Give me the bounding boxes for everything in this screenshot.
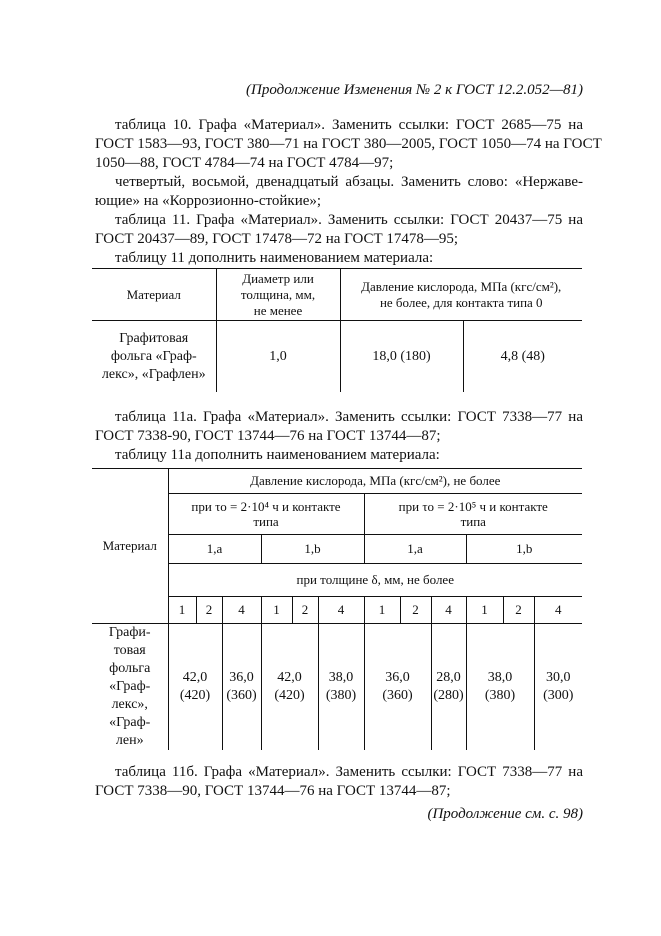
text-line: таблицу 11 дополнить наименованием материала:: [115, 250, 434, 266]
thickness-cell: 1: [466, 597, 503, 624]
text-line: таблица 11б. Графа «Материал». Заменить ссылки: ГОСТ 7338—77 на: [115, 764, 583, 780]
text-line: ГОСТ 20437—89, ГОСТ 17478—72 на ГОСТ 17478—95;: [95, 231, 459, 247]
thickness-cell: 2: [196, 597, 222, 624]
paragraph-1: [95, 116, 602, 268]
text-line: ГОСТ 7338—90, ГОСТ 13744—76 на ГОСТ 13744—87;: [95, 783, 451, 799]
thickness-cell: 4: [222, 597, 261, 624]
value-cell: 42,0 (420): [261, 624, 318, 751]
value-cell: 42,0 (420): [168, 624, 222, 751]
header-pressure: Давление кислорода, МПа (кгс/см²), не более: [168, 469, 582, 494]
text-line: таблицу 11а дополнить наименованием материала:: [115, 447, 440, 463]
thickness-cell: 4: [534, 597, 582, 624]
text-line: таблица 11. Графа «Материал». Заменить ссылки: ГОСТ 20437—75 на: [115, 212, 583, 228]
thickness-cell: 1: [168, 597, 196, 624]
table-cell: 18,0 (180): [340, 321, 463, 393]
value-cell: 30,0 (300): [534, 624, 582, 751]
text-line: ющие» на «Коррозионно-стойкие»;: [95, 193, 322, 209]
paragraph-3: [95, 763, 583, 801]
text-line: таблица 10. Графа «Материал». Заменить ссылки: ГОСТ 2685—75 на: [115, 117, 583, 133]
running-header: (Продолжение Изменения № 2 к ГОСТ 12.2.052—81): [246, 82, 583, 98]
text-line: ГОСТ 1583—93, ГОСТ 380—71 на ГОСТ 380—2005, ГОСТ 1050—74 на ГОСТ: [95, 136, 602, 152]
thickness-cell: 2: [503, 597, 534, 624]
table-cell: 4,8 (48): [463, 321, 582, 393]
contact-type: 1,а: [364, 535, 466, 564]
value-cell: 36,0 (360): [222, 624, 261, 751]
text-line: четвертый, восьмой, двенадцатый абзацы. Заменить слово: «Нержаве-: [115, 174, 583, 190]
value-cell: 28,0 (280): [431, 624, 466, 751]
paragraph-2: [95, 408, 583, 465]
contact-type: 1,а: [168, 535, 261, 564]
thickness-cell: 1: [261, 597, 292, 624]
thickness-cell: 2: [400, 597, 431, 624]
header-material: Материал: [92, 469, 168, 624]
header-group-1: при τо = 2·10⁴ ч и контакте типа: [168, 494, 364, 535]
header-diameter: Диаметр или толщина, мм, не менее: [216, 269, 340, 321]
thickness-cell: 4: [431, 597, 466, 624]
value-cell: 38,0 (380): [318, 624, 364, 751]
text-line: 1050—88, ГОСТ 4784—74 на ГОСТ 4784—97;: [95, 155, 394, 171]
header-group-2: при τо = 2·10⁵ ч и контакте типа: [364, 494, 582, 535]
value-cell: 36,0 (360): [364, 624, 431, 751]
thickness-cell: 2: [292, 597, 318, 624]
contact-type: 1,b: [261, 535, 364, 564]
thickness-cell: 1: [364, 597, 400, 624]
table-11: [92, 268, 582, 392]
value-cell: 38,0 (380): [466, 624, 534, 751]
header-pressure: Давление кислорода, МПа (кгс/см²), не более, для контакта типа 0: [340, 269, 582, 321]
text-line: ГОСТ 7338-90, ГОСТ 13744—76 на ГОСТ 13744—87;: [95, 428, 441, 444]
header-material: Материал: [92, 269, 216, 321]
continuation-footer: (Продолжение см. с. 98): [427, 806, 583, 822]
contact-type: 1,b: [466, 535, 582, 564]
table-cell: 1,0: [216, 321, 340, 393]
text-line: таблица 11а. Графа «Материал». Заменить ссылки: ГОСТ 7338—77 на: [115, 409, 583, 425]
material-name: Графитовая фольга «Граф- лекс», «Графлен»: [92, 321, 216, 393]
table-11a: [92, 468, 582, 750]
header-thickness: при толщине δ, мм, не более: [168, 564, 582, 597]
thickness-cell: 4: [318, 597, 364, 624]
material-name: Графи- товая фольга «Граф- лекс», «Граф- лен»: [92, 624, 168, 751]
